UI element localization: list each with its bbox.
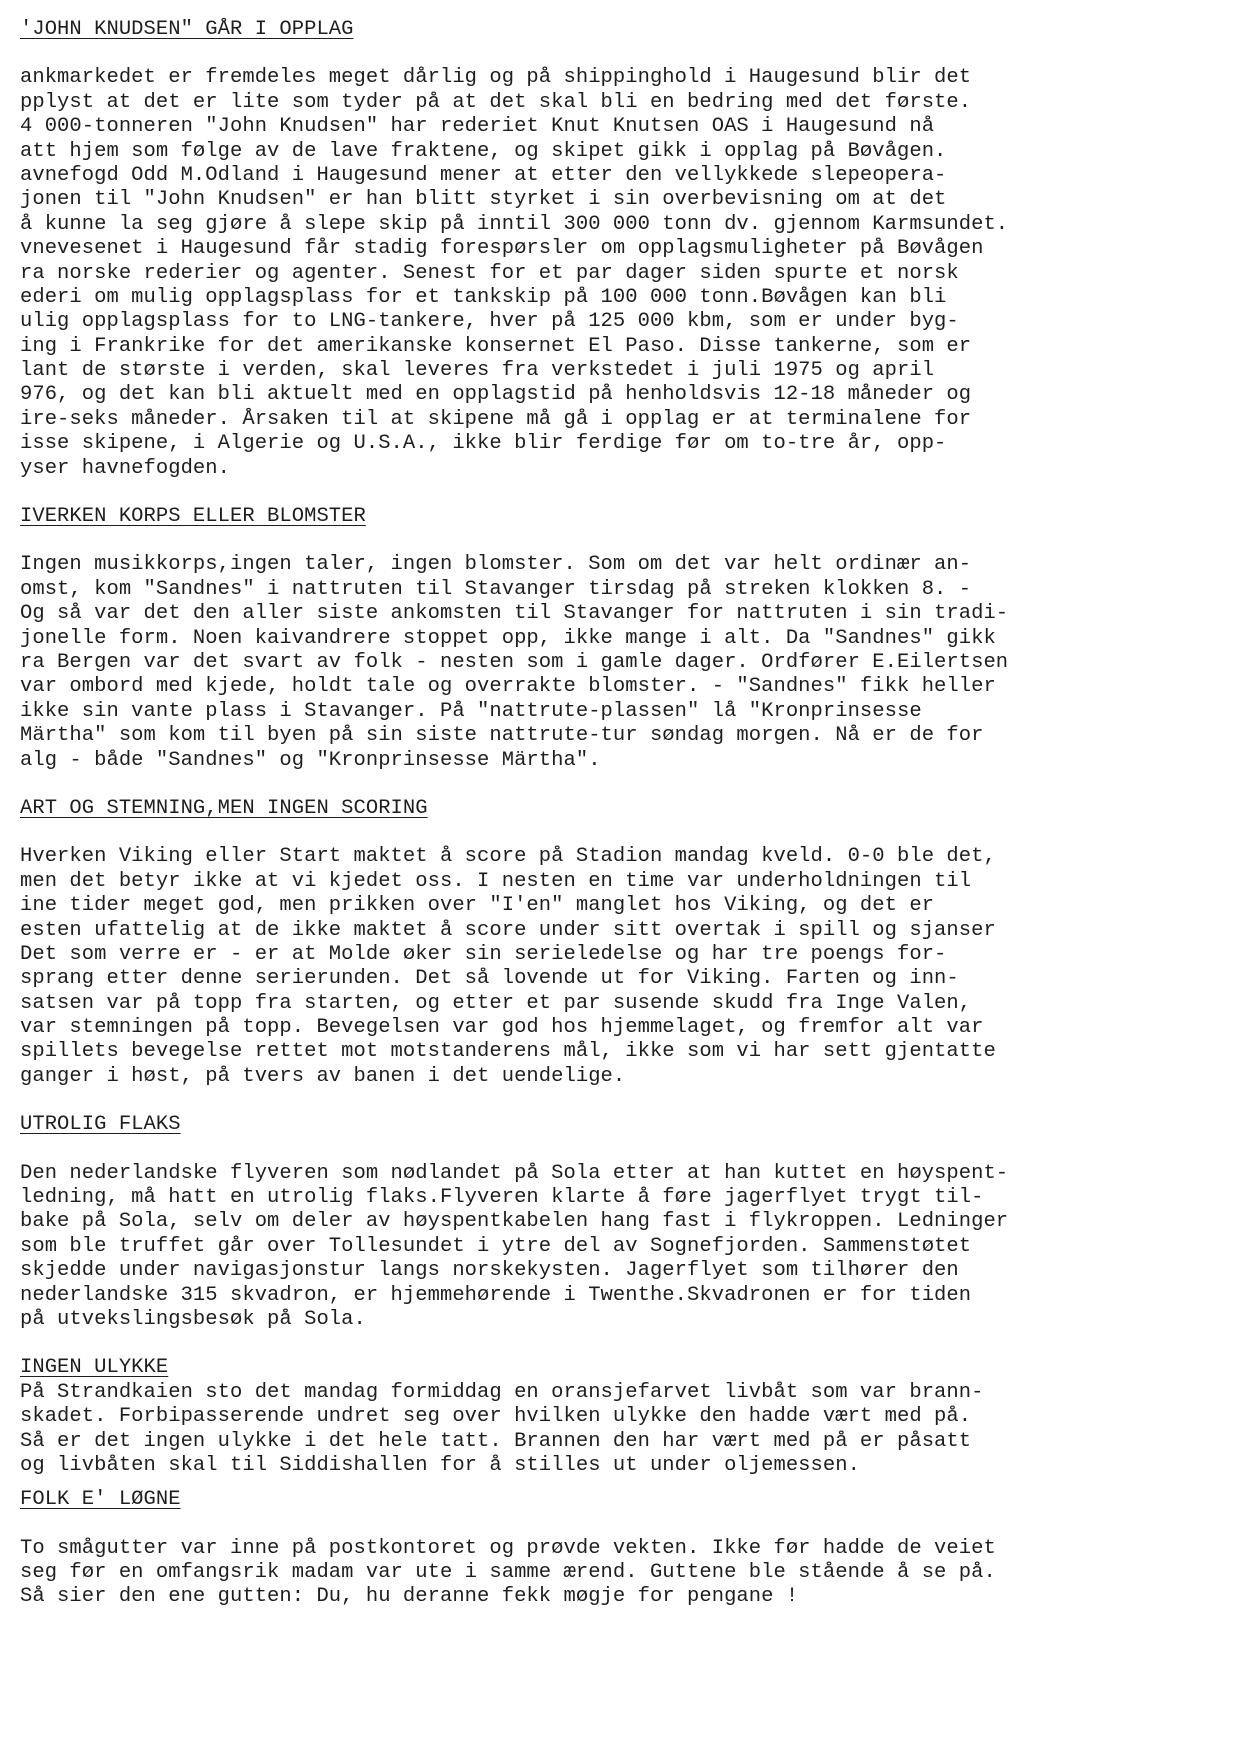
text-line: å kunne la seg gjøre å slepe skip på inntil 300 000 tonn dv. gjennom Karmsundet. — [20, 212, 1009, 236]
text-line: yser havnefogden. — [20, 456, 230, 480]
text-line: på utvekslingsbesøk på Sola. — [20, 1307, 366, 1331]
text-line: var stemningen på topp. Bevegelsen var god hos hjemmelaget, og fremfor alt var — [20, 1016, 984, 1040]
text-line: ederi om mulig opplagsplass for et tankskip på 100 000 tonn.Bøvågen kan bli — [20, 285, 947, 309]
text-line: esten ufattelig at de ikke maktet å score under sitt overtak i spill og sjanser — [20, 918, 996, 942]
section-heading-fart-stemning: ART OG STEMNING,MEN INGEN SCORING — [20, 796, 428, 820]
text-line: alg - både "Sandnes" og "Kronprinsesse Märtha". — [20, 748, 601, 772]
text-line: skjedde under navigasjonstur langs norskekysten. Jagerflyet som tilhører den — [20, 1259, 959, 1283]
text-line: To smågutter var inne på postkontoret og prøvde vekten. Ikke før hadde de veiet — [20, 1536, 996, 1560]
text-line: ra Bergen var det svart av folk - nesten som i gamle dager. Ordfører E.Eilertsen — [20, 650, 1009, 674]
text-line: ankmarkedet er fremdeles meget dårlig og på shippinghold i Haugesund blir det — [20, 66, 972, 90]
text-line: Det som verre er - er at Molde øker sin serieledelse og har tre poengs for- — [20, 942, 947, 966]
text-line: bake på Sola, selv om deler av høyspentkabelen hang fast i flykroppen. Ledninger — [20, 1210, 1009, 1234]
text-line: 4 000-tonneren "John Knudsen" har rederiet Knut Knutsen OAS i Haugesund nå — [20, 115, 935, 139]
article-john-knudsen — [20, 66, 1214, 481]
article-fart-stemning — [20, 845, 1214, 1089]
text-line: ledning, må hatt en utrolig flaks.Flyveren klarte å føre jagerflyet trygt til- — [20, 1186, 984, 1210]
text-line: men det betyr ikke at vi kjedet oss. I nesten en time var underholdningen til — [20, 869, 972, 893]
text-line: ra norske rederier og agenter. Senest for et par dager siden spurte et norsk — [20, 261, 959, 285]
text-line: Hverken Viking eller Start maktet å score på Stadion mandag kveld. 0-0 ble det, — [20, 845, 996, 869]
section-heading-korps-blomster: IVERKEN KORPS ELLER BLOMSTER — [20, 505, 366, 529]
text-line: Den nederlandske flyveren som nødlandet på Sola etter at han kuttet en høyspent- — [20, 1161, 1009, 1185]
text-line: isse skipene, i Algerie og U.S.A., ikke blir ferdige før om to-tre år, opp- — [20, 432, 947, 456]
text-line: skadet. Forbipasserende undret seg over hvilken ulykke den hadde vært med på. — [20, 1405, 972, 1429]
text-line: Märtha" som kom til byen på sin siste nattrute-tur søndag morgen. Nå er de for — [20, 724, 984, 748]
text-line: lant de største i verden, skal leveres fra verkstedet i juli 1975 og april — [20, 359, 935, 383]
text-line: 976, og det kan bli aktuelt med en opplagstid på henholdsvis 12-18 måneder og — [20, 383, 972, 407]
text-line: satsen var på topp fra starten, og etter et par susende skudd fra Inge Valen, — [20, 991, 972, 1015]
text-line: På Strandkaien sto det mandag formiddag en oransjefarvet livbåt som var brann- — [20, 1380, 984, 1404]
section-heading-ingen-ulykke: INGEN ULYKKE — [20, 1356, 169, 1380]
text-line: nederlandske 315 skvadron, er hjemmehørende i Twenthe.Skvadronen er for tiden — [20, 1283, 972, 1307]
text-line: ikke sin vante plass i Stavanger. På "nattrute-plassen" lå "Kronprinsesse — [20, 699, 922, 723]
text-line: ine tider meget god, men prikken over "I'en" manglet hos Viking, og det er — [20, 894, 935, 918]
article-korps-blomster — [20, 553, 1214, 773]
text-line: spillets bevegelse rettet mot motstanderens mål, ikke som vi har sett gjentatte — [20, 1040, 996, 1064]
text-line: Så er det ingen ulykke i det hele tatt. Brannen den har vært med på er påsatt — [20, 1429, 972, 1453]
article-utrolig-flaks — [20, 1162, 1214, 1333]
text-line: att hjem som følge av de lave fraktene, og skipet gikk i opplag på Bøvågen. — [20, 139, 947, 163]
article-ingen-ulykke — [20, 1381, 1214, 1479]
text-line: seg før en omfangsrik madam var ute i samme ærend. Guttene ble stående å se på. — [20, 1561, 996, 1585]
text-line: var ombord med kjede, holdt tale og overrakte blomster. - "Sandnes" fikk heller — [20, 675, 996, 699]
section-heading-folk-logne: FOLK E' LØGNE — [20, 1488, 181, 1512]
text-line: avnefogd Odd M.Odland i Haugesund mener at etter den vellykkede slepeopera- — [20, 163, 947, 187]
text-line: sprang etter denne serierunden. Det så lovende ut for Viking. Farten og inn- — [20, 967, 959, 991]
text-line: og livbåten skal til Siddishallen for å stilles ut under oljemessen. — [20, 1453, 860, 1477]
text-line: omst, kom "Sandnes" i nattruten til Stavanger tirsdag på streken klokken 8. - — [20, 577, 972, 601]
text-line: ire-seks måneder. Årsaken til at skipene må gå i opplag er at terminalene for — [20, 407, 972, 431]
text-line: vnevesenet i Haugesund får stadig forespørsler om opplagsmuligheter på Bøvågen — [20, 237, 984, 261]
text-line: jonelle form. Noen kaivandrere stoppet opp, ikke mange i alt. Da "Sandnes" gikk — [20, 626, 996, 650]
text-line: pplyst at det er lite som tyder på at det skal bli en bedring med det første. — [20, 90, 972, 114]
section-heading-utrolig-flaks: UTROLIG FLAKS — [20, 1113, 181, 1137]
text-line: jonen til "John Knudsen" er han blitt styrket i sin overbevisning om at det — [20, 188, 947, 212]
text-line: Og så var det den aller siste ankomsten til Stavanger for nattruten i sin tradi- — [20, 602, 1009, 626]
section-heading-john-knudsen: 'JOHN KNUDSEN" GÅR I OPPLAG — [20, 18, 354, 41]
text-line: ganger i høst, på tvers av banen i det uendelige. — [20, 1064, 626, 1088]
article-folk-logne — [20, 1537, 1214, 1610]
text-line: ing i Frankrike for det amerikanske konsernet El Paso. Disse tankerne, som er — [20, 334, 972, 358]
text-line: som ble truffet går over Tollesundet i ytre del av Sognefjorden. Sammenstøtet — [20, 1234, 972, 1258]
text-line: ulig opplagsplass for to LNG-tankere, hver på 125 000 kbm, som er under byg- — [20, 310, 959, 334]
text-line: Så sier den ene gutten: Du, hu deranne fekk møgje for pengane ! — [20, 1585, 799, 1609]
text-line: Ingen musikkorps,ingen taler, ingen blomster. Som om det var helt ordinær an- — [20, 553, 972, 577]
